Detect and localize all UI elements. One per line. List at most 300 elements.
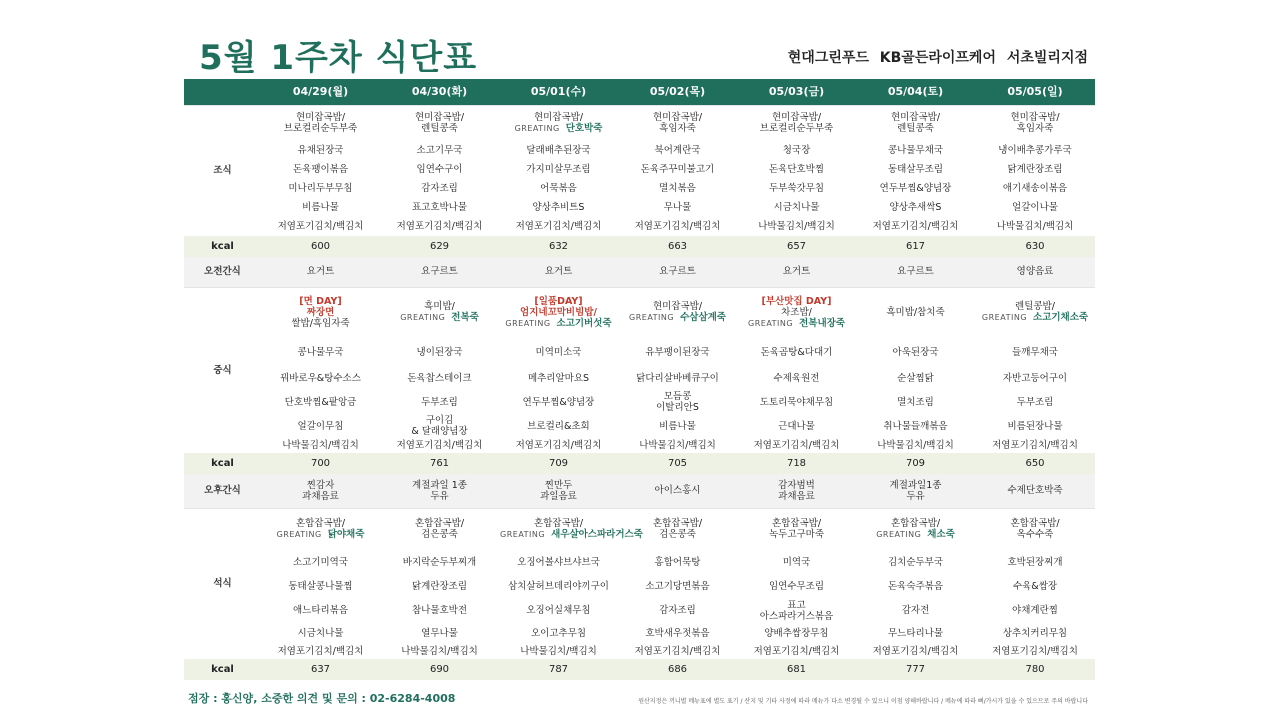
menu-cell [618, 623, 737, 643]
side-dish: 오이고추무침 [530, 627, 587, 639]
main-dish: 현미잡곡밥/ [771, 112, 822, 124]
lunch-row [184, 287, 1095, 337]
menu-cell [261, 141, 380, 160]
sub-dish-text: 녹두고구마죽 [768, 529, 825, 541]
kcal-value: 663 [618, 236, 737, 257]
greating-logo: GREATING [505, 318, 551, 328]
menu-cell [975, 367, 1095, 389]
special-dish: 수삼삼계죽 [680, 312, 726, 324]
sub-dish-text: 검은콩죽 [421, 529, 458, 541]
event-label: [일품DAY] [534, 295, 583, 307]
side-dish: 얼갈이무침 [297, 420, 344, 432]
kcal-value: 787 [499, 659, 618, 680]
side-dish: 무느타리나물 [887, 627, 944, 639]
kcal-value: 650 [975, 453, 1095, 474]
side-dish: 나박물김치/백김치 [877, 439, 954, 451]
menu-cell [261, 623, 380, 643]
side-dish: 돈육곰탕&다대기 [760, 346, 833, 358]
menu-cell [856, 550, 975, 574]
kcal-value: 630 [975, 236, 1095, 257]
event-label: [부산맛집 DAY] [761, 295, 832, 307]
snack-cell: 찐만두 과일음료 [499, 474, 618, 508]
snack-cell: 요구르트 [618, 257, 737, 287]
dinner-row [184, 550, 1095, 574]
day-header: 05/04(토) [856, 79, 975, 105]
side-dish: 표고호박나물 [411, 202, 468, 213]
menu-cell [856, 179, 975, 198]
side-dish: 미나리두부무침 [288, 183, 353, 194]
side-dish: 저염포기김치/백김치 [277, 645, 364, 657]
main-dish: 혼합잡곡밥/ [295, 518, 346, 530]
menu-cell [261, 337, 380, 367]
sub-dish-text: 렌틸콩죽 [421, 123, 458, 135]
side-dish: 근대나물 [778, 420, 815, 432]
kcal-value: 632 [499, 236, 618, 257]
greating-logo: GREATING [400, 313, 446, 323]
menu-cell [856, 598, 975, 623]
kcal-value: 690 [380, 659, 499, 680]
menu-cell [499, 287, 618, 337]
menu-cell [856, 217, 975, 236]
kcal-value: 700 [261, 453, 380, 474]
kcal-value: 681 [737, 659, 856, 680]
side-dish: 비름나물 [659, 420, 696, 432]
sub-dish [976, 312, 1094, 323]
menu-cell [261, 217, 380, 236]
menu-cell [380, 437, 499, 453]
side-dish: 시금치나물 [773, 202, 820, 213]
event-label: [면 DAY] [299, 295, 342, 307]
side-dish: 닭계란장조림 [411, 580, 468, 592]
side-dish: 임연수구이 [416, 164, 463, 175]
side-dish: 감자전 [901, 605, 930, 616]
side-dish: 저염포기김치/백김치 [515, 221, 602, 232]
side-dish: 돈육팽이볶음 [292, 164, 349, 175]
main-dish: 현미잡곡밥/ [533, 112, 584, 124]
special-dish: 단호박죽 [565, 123, 603, 135]
breakfast-row [184, 217, 1095, 236]
sub-dish [500, 318, 617, 329]
menu-cell [737, 105, 856, 141]
menu-cell [499, 141, 618, 160]
side-dish: 소고기당면볶음 [645, 580, 710, 592]
menu-cell [737, 550, 856, 574]
menu-table [184, 79, 1095, 680]
menu-cell [737, 643, 856, 659]
side-dish: 냉이배추콩가루국 [998, 145, 1072, 156]
side-dish: 구이김 & 달래양념장 [411, 415, 468, 437]
sub-dish [500, 123, 617, 134]
pm_snack-label: 오후간식 [184, 474, 261, 508]
kcal-label: kcal [184, 236, 261, 257]
main-dish: 현미잡곡밥/ [1010, 112, 1060, 124]
side-dish: 나박물김치/백김치 [401, 645, 478, 657]
side-dish: 바지락순두부찌개 [402, 556, 477, 568]
side-dish: 나박물김치/백김치 [520, 645, 597, 657]
side-dish: 표고 아스파라거스볶음 [759, 599, 834, 622]
menu-cell [261, 287, 380, 337]
menu-cell [261, 643, 380, 659]
lunch-label: 중식 [184, 287, 261, 453]
kcal-value: 637 [261, 659, 380, 680]
side-dish: 야채계란찜 [1012, 605, 1058, 616]
sub-dish [619, 312, 736, 323]
lunch-row [184, 337, 1095, 367]
header-corner [184, 79, 261, 105]
menu-cell [261, 179, 380, 198]
pm_snack-row [184, 474, 1095, 508]
menu-cell [975, 141, 1095, 160]
kcal-value: 761 [380, 453, 499, 474]
side-dish: 어묵볶음 [540, 183, 577, 194]
side-dish: 순살찜닭 [897, 372, 934, 384]
menu-cell [261, 574, 380, 598]
side-dish: 저염포기김치/백김치 [753, 439, 840, 451]
side-dish: 돈육단호박찜 [768, 164, 825, 175]
side-dish: 오징어볼샤브샤브국 [517, 556, 600, 568]
dinner-row [184, 598, 1095, 623]
side-dish: 참나물호박전 [411, 605, 468, 616]
menu-cell [261, 415, 380, 437]
menu-cell [618, 389, 737, 415]
main-dish: 현미잡곡밥/ [414, 112, 465, 124]
side-dish: 홍합어묵탕 [654, 556, 701, 568]
snack-cell: 영양음료 [975, 257, 1095, 287]
side-dish: 저염포기김치/백김치 [872, 221, 959, 232]
side-dish: 양상추비트S [532, 202, 585, 213]
menu-cell [261, 105, 380, 141]
sub-dish [976, 529, 1094, 540]
side-dish: 저염포기김치/백김치 [992, 439, 1078, 451]
lunch-row [184, 437, 1095, 453]
menu-cell [737, 287, 856, 337]
menu-cell [975, 623, 1095, 643]
side-dish: 나박물김치/백김치 [758, 221, 835, 232]
side-dish: 무나물 [663, 202, 692, 213]
menu-cell [499, 574, 618, 598]
side-dish: 메추리알마요S [527, 372, 590, 384]
menu-cell [856, 198, 975, 217]
menu-cell [618, 550, 737, 574]
sub-dish [381, 123, 498, 134]
menu-body [184, 105, 1095, 680]
side-dish: 나박물김치/백김치 [996, 221, 1074, 232]
menu-cell [975, 643, 1095, 659]
snack-cell: 찐감자 과채음료 [261, 474, 380, 508]
main-dish: 현미잡곡밥/ [890, 112, 941, 124]
special-dish: 새우살아스파라거스죽 [551, 529, 643, 541]
day-header: 05/01(수) [499, 79, 618, 105]
side-dish: 꿔바로우&탕수소스 [280, 372, 361, 384]
side-dish: 닭계란장조림 [1007, 164, 1063, 175]
main-dish: 혼합잡곡밥/ [1010, 518, 1060, 530]
sub-dish [381, 312, 498, 323]
day-header-row [184, 79, 1095, 105]
menu-cell [380, 623, 499, 643]
menu-cell [618, 367, 737, 389]
greating-logo: GREATING [748, 318, 794, 328]
greating-logo: GREATING [876, 530, 922, 540]
snack-cell: 요구르트 [856, 257, 975, 287]
side-dish: 비름된장나물 [1007, 420, 1063, 432]
menu-cell [975, 598, 1095, 623]
side-dish: 닭다리살바베큐구이 [636, 372, 719, 384]
day-header: 04/29(월) [261, 79, 380, 105]
kcal-row [184, 453, 1095, 474]
menu-cell [499, 598, 618, 623]
snack-cell: 감자범벅 과채음료 [737, 474, 856, 508]
dinner-label: 석식 [184, 508, 261, 659]
sub-dish [262, 318, 379, 329]
side-dish: 임연수무조림 [768, 580, 825, 592]
menu-cell [380, 415, 499, 437]
menu-cell [261, 367, 380, 389]
menu-cell [737, 367, 856, 389]
menu-cell [380, 287, 499, 337]
menu-cell [380, 337, 499, 367]
menu-cell [975, 437, 1095, 453]
menu-cell [499, 643, 618, 659]
side-dish: 양상추새싹S [889, 202, 942, 213]
sub-dish-text: 브로컬리순두부죽 [759, 123, 834, 135]
menu-cell [737, 198, 856, 217]
side-dish: 얼갈이나물 [1012, 202, 1058, 213]
menu-cell [856, 141, 975, 160]
menu-cell [618, 337, 737, 367]
main-dish: 렌틸콩밥/ [1015, 301, 1055, 313]
sub-dish-text: 흑임자죽 [1016, 123, 1054, 135]
menu-cell [975, 550, 1095, 574]
side-dish: 애기새송이볶음 [1002, 183, 1068, 194]
menu-cell [737, 598, 856, 623]
menu-cell [499, 217, 618, 236]
menu-cell [975, 198, 1095, 217]
side-dish: 모듬콩 이탈리안S [656, 391, 699, 413]
side-dish: 저염포기김치/백김치 [634, 221, 721, 232]
menu-cell [975, 574, 1095, 598]
side-dish: 연두부찜&양념장 [879, 183, 952, 194]
snack-cell: 요구르트 [380, 257, 499, 287]
kcal-label: kcal [184, 453, 261, 474]
menu-cell [737, 623, 856, 643]
side-dish: 감자조림 [659, 605, 696, 616]
menu-cell [499, 337, 618, 367]
main-dish: 혼합잡곡밥/ [771, 518, 822, 530]
side-dish: 청국장 [782, 145, 811, 156]
special-dish: 전복죽 [451, 312, 479, 324]
menu-cell [499, 508, 643, 550]
kcal-value: 629 [380, 236, 499, 257]
side-dish: 비름나물 [302, 202, 339, 213]
menu-cell [737, 437, 856, 453]
sub-dish [857, 123, 974, 134]
greating-logo: GREATING [514, 124, 560, 134]
menu-cell [499, 367, 618, 389]
branch-name: 현대그린푸드 KB골든라이프케어 서초빌리지점 [787, 50, 1088, 66]
page-title: 5월 1주차 식단표 [199, 38, 478, 78]
menu-cell [856, 574, 975, 598]
menu-cell [380, 141, 499, 160]
day-header: 05/02(목) [618, 79, 737, 105]
menu-cell [618, 287, 737, 337]
side-dish: 수육&쌈장 [1012, 580, 1058, 592]
menu-cell [618, 217, 737, 236]
side-dish: 저염포기김치/백김치 [277, 221, 364, 232]
main-dish: 현미잡곡밥/ [652, 112, 703, 124]
side-dish: 냉이된장국 [416, 346, 463, 358]
side-dish: 저염포기김치/백김치 [396, 439, 483, 451]
kcal-value: 709 [856, 453, 975, 474]
menu-cell [856, 415, 975, 437]
side-dish: 저염포기김치/백김치 [872, 645, 959, 657]
menu-cell [499, 623, 618, 643]
side-dish: 열무나물 [421, 627, 458, 639]
menu-cell [737, 574, 856, 598]
side-dish: 나박물김치/백김치 [282, 439, 359, 451]
menu-cell [380, 105, 499, 141]
menu-cell [618, 179, 737, 198]
side-dish: 도토리묵야채무침 [759, 396, 834, 408]
side-dish: 김치순두부국 [887, 556, 944, 568]
event-dish: 짜장면 [306, 306, 335, 318]
snack-cell: 아이스홍시 [618, 474, 737, 508]
menu-cell [618, 198, 737, 217]
side-dish: 미역국 [782, 556, 811, 568]
sub-dish [500, 529, 643, 541]
side-dish: 소고기미역국 [292, 556, 349, 568]
side-dish: 동태살무조림 [887, 164, 944, 175]
breakfast-row [184, 105, 1095, 141]
side-dish: 멸치볶음 [659, 183, 696, 194]
side-dish: 두부조림 [421, 396, 458, 408]
menu-cell [261, 389, 380, 415]
menu-cell [380, 574, 499, 598]
side-dish: 수제육원전 [773, 372, 820, 384]
menu-cell [856, 508, 975, 550]
side-dish: 연두부찜&양념장 [522, 396, 595, 408]
dinner-row [184, 574, 1095, 598]
menu-cell [380, 179, 499, 198]
kcal-value: 718 [737, 453, 856, 474]
main-dish: 혼합잡곡밥/ [533, 518, 584, 530]
menu-cell [261, 437, 380, 453]
kcal-value: 686 [618, 659, 737, 680]
menu-cell [856, 437, 975, 453]
sub-dish-text: 흑임자죽 [659, 123, 696, 135]
snack-cell: 계절과일 1종 두유 [380, 474, 499, 508]
kcal-value: 657 [737, 236, 856, 257]
greating-logo: GREATING [500, 530, 546, 540]
side-dish: 취나물들깨볶음 [883, 420, 948, 432]
menu-cell [856, 287, 975, 337]
menu-cell [261, 550, 380, 574]
greating-logo: GREATING [981, 313, 1028, 323]
side-dish: 호박새우젓볶음 [645, 627, 710, 639]
kcal-row [184, 236, 1095, 257]
special-dish: 소고기채소죽 [1033, 312, 1089, 324]
kcal-value: 777 [856, 659, 975, 680]
sub-dish [976, 123, 1094, 134]
lunch-row [184, 389, 1095, 415]
sub-dish [381, 529, 498, 540]
menu-cell [618, 160, 737, 179]
special-dish: 닭야채죽 [327, 529, 365, 541]
sub-dish-text: 쌀밥/흑임자죽 [291, 317, 350, 329]
dinner-row [184, 623, 1095, 643]
greating-logo: GREATING [276, 530, 322, 540]
breakfast-label: 조식 [184, 105, 261, 236]
side-dish: 시금치나물 [297, 627, 344, 639]
menu-cell [499, 160, 618, 179]
breakfast-row [184, 198, 1095, 217]
menu-cell [737, 141, 856, 160]
am_snack-row [184, 257, 1095, 287]
kcal-value: 617 [856, 236, 975, 257]
side-dish: 동태살콩나물찜 [288, 580, 353, 592]
menu-cell [856, 389, 975, 415]
menu-cell [618, 574, 737, 598]
am_snack-label: 오전간식 [184, 257, 261, 287]
side-dish: 가지미살무조림 [526, 164, 591, 175]
menu-cell [380, 160, 499, 179]
side-dish: 콩나물무국 [297, 346, 344, 358]
menu-cell [856, 643, 975, 659]
menu-cell [499, 550, 618, 574]
side-dish: 상추치커리무침 [1002, 627, 1068, 639]
dinner-row [184, 508, 1095, 550]
breakfast-row [184, 179, 1095, 198]
menu-cell [856, 160, 975, 179]
kcal-value: 600 [261, 236, 380, 257]
side-dish: 콩나물무채국 [887, 145, 944, 156]
menu-cell [975, 217, 1095, 236]
side-dish: 나박물김치/백김치 [639, 439, 716, 451]
main-dish: 현미잡곡밥/ [295, 112, 346, 124]
side-dish: 단호박찜&팥앙금 [284, 396, 357, 408]
snack-cell: 요거트 [261, 257, 380, 287]
menu-cell [975, 508, 1095, 550]
lunch-row [184, 415, 1095, 437]
sub-dish [262, 529, 379, 540]
side-dish: 저염포기김치/백김치 [992, 645, 1078, 657]
menu-cell [737, 179, 856, 198]
sub-dish [738, 123, 855, 134]
sub-dish [857, 529, 974, 540]
menu-cell [261, 598, 380, 623]
side-dish: 소고기무국 [416, 145, 463, 156]
main-dish: 차조밥/ [781, 306, 812, 318]
menu-cell [499, 389, 618, 415]
main-dish: 혼합잡곡밥/ [890, 518, 941, 530]
menu-cell [380, 217, 499, 236]
menu-cell [737, 160, 856, 179]
side-dish: 유부팽이된장국 [645, 346, 710, 358]
menu-cell [380, 643, 499, 659]
sub-dish [619, 123, 736, 134]
side-dish: 북어계란국 [654, 145, 701, 156]
menu-cell [499, 105, 618, 141]
side-dish: 양배추쌈장무침 [764, 627, 829, 639]
side-dish: 두부쑥갓무침 [768, 183, 825, 194]
side-dish: 돈육찹스테이크 [407, 372, 472, 384]
side-dish: 오징어실채무침 [526, 605, 591, 616]
menu-cell [975, 160, 1095, 179]
sub-dish-text: 검은콩죽 [659, 529, 696, 541]
menu-cell [975, 415, 1095, 437]
menu-cell [618, 598, 737, 623]
breakfast-row [184, 160, 1095, 179]
sub-dish [738, 529, 855, 540]
